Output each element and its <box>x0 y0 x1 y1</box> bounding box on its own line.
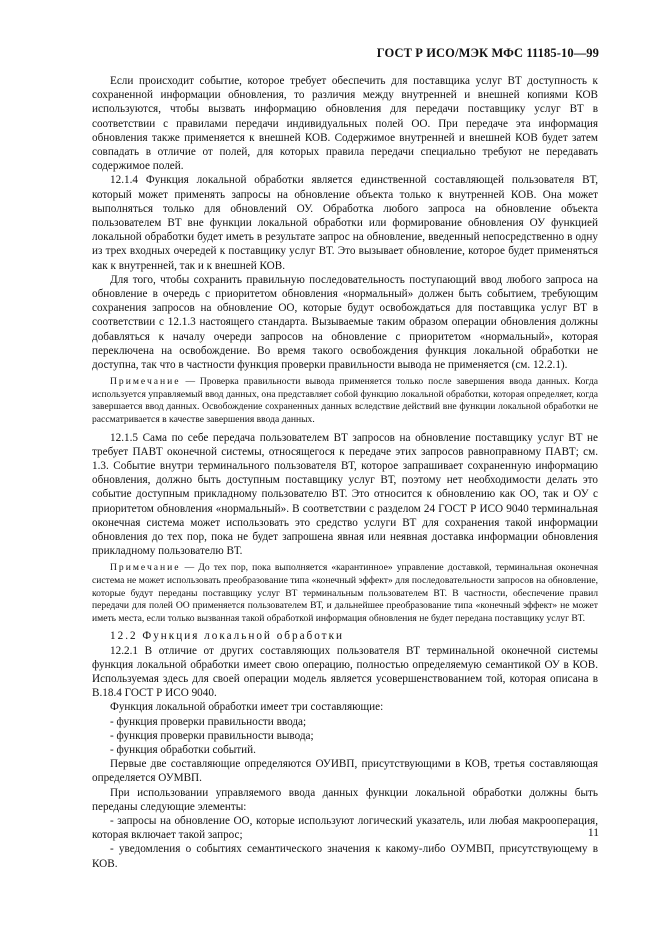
paragraph: 12.2.1 В отличие от других составляющих пользователя ВТ терминальной оконечной системы функция локальной обработки имеет свою операцию, полностью определяемую семантикой ОУ в КОВ. Используемая здесь для своей операции модель является усовершенствованием той, которая описана в В.18.4 ГОСТ Р ИСО 9040. <box>92 644 598 700</box>
paragraph: Для того, чтобы сохранить правильную последовательность поступающий ввод любого запроса на обновление в очередь с приоритетом обновления «нормальный» должен быть событием, требующим сохранения запросов на обновление ОО, которые будут освобождаться для поставщика услуг ВТ в соответствии с 12.1.3 настоящего стандарта. Вызываемые таким образом операции обновления должны добавляться к началу очереди запросов на обновление с приоритетом «нормальный», которая переключена на освобождение. Во время такого освобождения функция локальной обработки не доступна, так что в частности функция проверки правильности вывода не применяется (см. 12.2.1). <box>92 273 598 372</box>
note-label: Примечание <box>110 376 181 388</box>
page-content <box>92 74 598 871</box>
list-item: - функция обработки событий. <box>110 744 256 757</box>
note <box>92 562 598 625</box>
paragraph: Первые две составляющие определяются ОУИВП, присутствующими в КОВ, третья составляющая определяется ОУМВП. <box>92 758 598 785</box>
section-heading: 12.2 Функция локальной обработки <box>110 630 344 643</box>
paragraph: Если происходит событие, которое требует обеспечить для поставщика услуг ВТ доступность к сохраненной информации обновления, то различия между внутренней и внешней копиями КОВ используются, чтобы вызвать информацию обновления для передачи поставщику услуг ВТ в соответствии с правилами передачи индивидуальных полей ОО. При передаче эта информация обновления также применяется к внешней КОВ. Содержимое внутренней и внешней КОВ будет затем совпадать в отличие от полей, для которых правила передачи специально требуют не передавать содержимое полей. <box>92 75 598 173</box>
list-item: - функция проверки правильности вывода; <box>110 729 314 742</box>
note <box>92 376 598 426</box>
note-text: — Проверка правильности вывода применяется только после завершения ввода данных. Когда используется управляемый ввод данных, она представляет собой функцию локальной обработки, которая определяет, когда завершается ввод данных. Освобождение сохраненных данных вследствие действий вне функции локальной обработки не рассматривается в качестве завершения ввода данных. <box>92 376 598 426</box>
note-text: — До тех пор, пока выполняется «карантинное» управление доставкой, терминальная оконечная система не может использовать преобразование типа «конечный эффект» для последовательности запросов на обновление, которые будут переданы поставщику услуг ВТ терминальным пользователем ВТ. В частности, обеспечение правил передачи для полей ОО применяется пользователем ВТ, и дальнейшее преобразование типа «конечный эффект» не может иметь места, если только вызванная такой обработкой информация обновления не будет передана поставщику услуг ВТ. <box>92 562 598 624</box>
paragraph: 12.1.4 Функция локальной обработки является единственной составляющей пользователя ВТ, который может применять запросы на обновление объекта только к внутренней КОВ. Она может выполняться только для обновлений ОУ. Обработка любого запроса на обновление объекта пользователем ВТ вне функции локальной обработки или формирование обновления ОУ функцией локальной обработки будет иметь в результате запрос на обновление, введенный непосредственно в одну из трех входных очередей к поставщику услуг ВТ. Это вызывает обновление, которое будет применяться как к внутренней, так и к внешней КОВ. <box>92 174 598 272</box>
page-number: 11 <box>587 827 599 839</box>
list-item: - функция проверки правильности ввода; <box>110 715 307 728</box>
paragraph: При использовании управляемого ввода данных функции локальной обработки должны быть переданы следующие элементы: <box>92 786 598 813</box>
note-label: Примечание <box>110 562 181 574</box>
paragraph: Функция локальной обработки имеет три составляющие: <box>110 701 384 714</box>
list-item: - уведомления о событиях семантического значения к какому-либо ОУМВП, присутствующему в КОВ. <box>92 843 598 870</box>
paragraph: 12.1.5 Сама по себе передача пользователем ВТ запросов на обновление поставщику услуг ВТ не требует ПАВТ оконечной системы, относящегося к передаче этих запросов равноправному ПАВТ; см. 1.3. Событие внутри терминального пользователя ВТ, которое запрашивает сохраненную информацию обновления, должно быть доступным поставщику услуг ВТ, поэтому нет необходимости делать это событие доступным прикладному пользователю ВТ. Это относится к обновлению как ОО, так и ОУ с приоритетом обновления «нормальный». В соответствии с разделом 24 ГОСТ Р ИСО 9040 терминальная оконечная система может использовать это средство услуги ВТ для сохранения такой информации обновления до тех пор, пока не будет запрошена явная или неявная доставка информации обновления прикладному пользователю ВТ. <box>92 431 598 558</box>
list-item: - запросы на обновление ОО, которые используют логический указатель, или любая макрооперация, которая включает такой запрос; <box>92 815 598 842</box>
page-header: ГОСТ Р ИСО/МЭК МФС 11185-10—99 <box>376 46 599 60</box>
